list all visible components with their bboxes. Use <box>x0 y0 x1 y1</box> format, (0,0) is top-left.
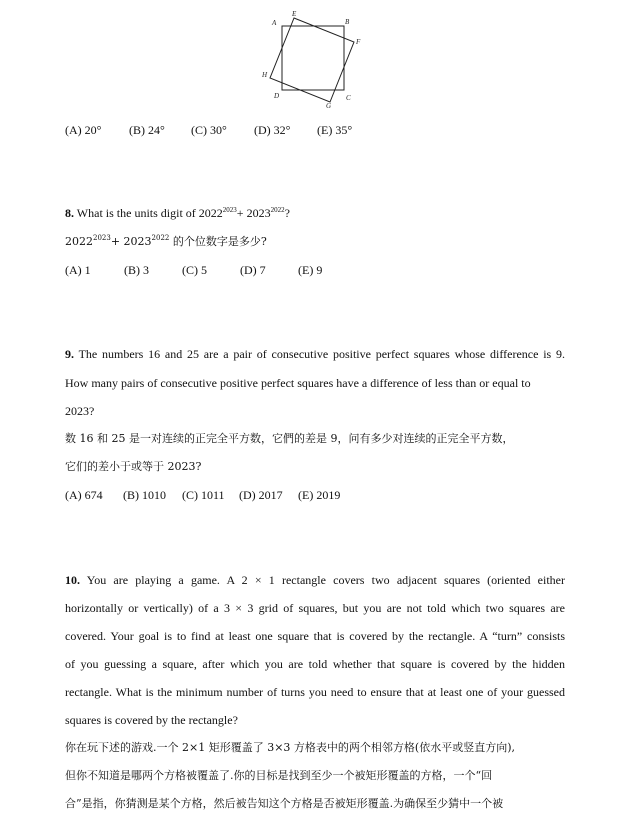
q8-suffix: ? <box>284 206 290 220</box>
q8-question-en <box>65 205 290 221</box>
q7-choice-b: (B) 24° <box>129 123 165 137</box>
q7-choice-d: (D) 32° <box>254 123 291 137</box>
q7-choice-a: (A) 20° <box>65 123 102 137</box>
q8-choice-c: (C) 5 <box>182 263 207 277</box>
q8-plus: + 2023 <box>236 206 271 220</box>
q10-en-line4: of you guessing a square, after which you are told whether that square is covered by the hidden <box>65 657 565 671</box>
q8-choice-a: (A) 1 <box>65 263 91 277</box>
label-c: C <box>346 94 351 102</box>
q8-choice-e: (E) 9 <box>298 263 323 277</box>
q9-choice-a: (A) 674 <box>65 488 103 502</box>
label-h: H <box>262 71 268 79</box>
q10-cn-line1: 你在玩下述的游戏.一个 2×1 矩形覆盖了 3×3 方格表中的两个相邻方格(依水平或竖直方向), <box>65 741 515 754</box>
q9-choice-c: (C) 1011 <box>182 488 225 502</box>
q8-number: 8. <box>65 206 74 220</box>
q9-choice-b: (B) 1010 <box>123 488 166 502</box>
q7-choice-c: (C) 30° <box>191 123 227 137</box>
q8-cn-exp1: 2023 <box>93 234 111 242</box>
q8-exp2: 2022 <box>270 206 285 214</box>
q9-number: 9. <box>65 347 74 361</box>
q10-number: 10. <box>65 573 80 587</box>
q8-choice-b: (B) 3 <box>124 263 149 277</box>
q10-cn-line3: 合”是指，你猜测是某个方格，然后被告知这个方格是否被矩形覆盖.为确保至少猜中一个被 <box>65 797 504 810</box>
q10-line-1 <box>65 572 565 588</box>
q10-en-line1: You are playing a game. A 2 × 1 rectangle covers two adjacent squares (oriented either <box>86 573 565 587</box>
label-b: B <box>345 18 350 26</box>
q10-en-line5: rectangle. What is the minimum number of turns you need to ensure that at least one of your guessed <box>65 685 565 699</box>
q10-en-line3: covered. Your goal is to find at least one square that is covered by the rectangle. A “turn” consists <box>65 629 565 643</box>
q8-cn-exp2: 2022 <box>151 234 170 242</box>
q8-choice-d: (D) 7 <box>240 263 266 277</box>
q10-en-line2: horizontally or vertically) of a 3 × 3 grid of squares, but you are not told which two squares are <box>65 601 565 615</box>
q8-text-prefix: What is the units digit of 2022 <box>76 206 223 220</box>
q9-choices <box>65 487 340 503</box>
q7-choice-e: (E) 35° <box>317 123 353 137</box>
q10-en-line6: squares is covered by the rectangle? <box>65 713 238 727</box>
q8-cn-plus: + 2023 <box>110 235 152 248</box>
label-g: G <box>326 102 332 108</box>
q8-cn-suffix: 的个位数字是多少? <box>169 235 267 248</box>
q9-en-line2: How many pairs of consecutive positive perfect squares have a difference of less than or equal to <box>65 376 531 390</box>
label-d: D <box>274 92 280 100</box>
geometry-figure <box>258 8 368 108</box>
q9-en-line1: The numbers 16 and 25 are a pair of consecutive positive perfect squares whose difference is 9. <box>78 347 565 361</box>
q9-cn-line1: 数 16 和 25 是一对连续的正完全平方数，它們的差是 9，问有多少对连续的正完全平方数， <box>65 432 514 445</box>
q7-choices <box>65 122 352 138</box>
label-f: F <box>356 38 361 46</box>
q8-exp1: 2023 <box>222 206 237 214</box>
label-a: A <box>272 19 277 27</box>
square-abcd <box>282 26 344 90</box>
q9-choice-e: (E) 2019 <box>298 488 341 502</box>
square-efgh <box>270 18 354 102</box>
label-e: E <box>292 10 297 18</box>
q8-question-cn <box>65 234 267 250</box>
q8-choices <box>65 262 322 278</box>
q9-choice-d: (D) 2017 <box>239 488 283 502</box>
q8-cn-base1: 2022 <box>65 235 93 248</box>
q9-en-line3: 2023? <box>65 404 95 418</box>
q9-cn-line2: 它们的差小于或等于 2023? <box>65 460 202 473</box>
q9-line-1 <box>65 346 565 362</box>
q10-cn-line2: 但你不知道是哪两个方格被覆盖了.你的目标是找到至少一个被矩形覆盖的方格，一个“回 <box>65 769 493 782</box>
